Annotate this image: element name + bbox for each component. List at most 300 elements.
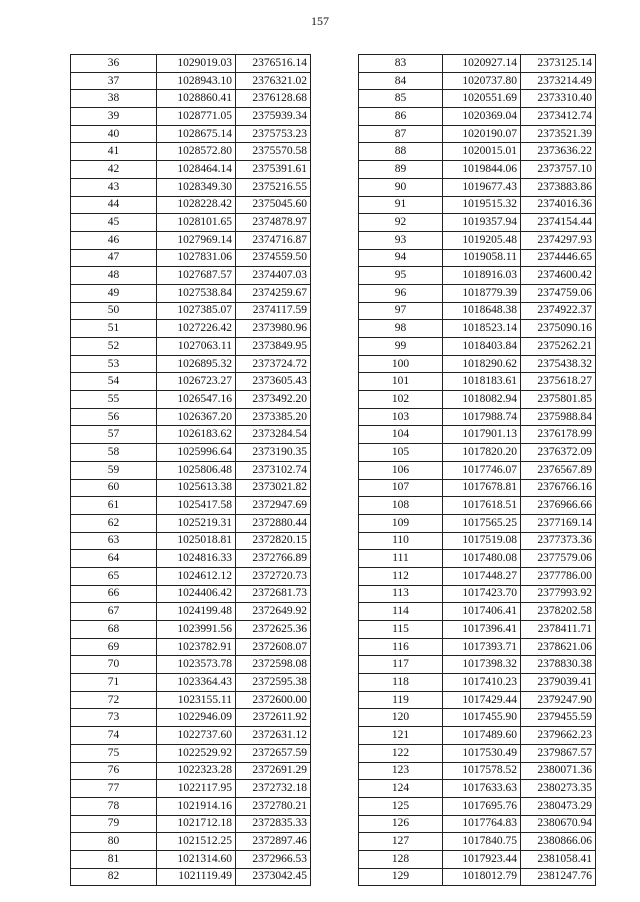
x-coordinate-cell: 1026367.20 [157,408,236,426]
table-row [71,691,311,709]
point-number-cell: 122 [359,744,443,762]
y-coordinate-cell: 2379662.23 [521,727,596,745]
y-coordinate-cell: 2373412.74 [521,108,596,126]
table-row [71,161,311,179]
x-coordinate-cell: 1021512.25 [157,833,236,851]
table-row [359,461,596,479]
y-coordinate-cell: 2372649.92 [236,603,311,621]
x-coordinate-cell: 1019058.11 [443,249,521,267]
table-row [359,373,596,391]
point-number-cell: 119 [359,691,443,709]
point-number-cell: 80 [71,833,157,851]
table-row [359,231,596,249]
table-row [359,267,596,285]
point-number-cell: 58 [71,444,157,462]
x-coordinate-cell: 1028464.14 [157,161,236,179]
y-coordinate-cell: 2375262.21 [521,338,596,356]
point-number-cell: 109 [359,514,443,532]
table-row [359,161,596,179]
point-number-cell: 38 [71,90,157,108]
table-row [359,514,596,532]
y-coordinate-cell: 2378621.06 [521,638,596,656]
y-coordinate-cell: 2373605.43 [236,373,311,391]
point-number-cell: 85 [359,90,443,108]
table-row [71,550,311,568]
x-coordinate-cell: 1027538.84 [157,284,236,302]
table-row [359,108,596,126]
table-row [359,426,596,444]
table-row [359,550,596,568]
point-number-cell: 113 [359,585,443,603]
table-row [359,214,596,232]
table-row [71,727,311,745]
y-coordinate-cell: 2373492.20 [236,391,311,409]
x-coordinate-cell: 1025219.31 [157,514,236,532]
x-coordinate-cell: 1029019.03 [157,55,236,73]
x-coordinate-cell: 1017988.74 [443,408,521,426]
point-number-cell: 50 [71,302,157,320]
y-coordinate-cell: 2376766.16 [521,479,596,497]
point-number-cell: 43 [71,178,157,196]
table-row [359,603,596,621]
point-number-cell: 129 [359,868,443,886]
x-coordinate-cell: 1025996.64 [157,444,236,462]
x-coordinate-cell: 1028101.65 [157,214,236,232]
point-number-cell: 78 [71,797,157,815]
x-coordinate-cell: 1018648.38 [443,302,521,320]
x-coordinate-cell: 1021712.18 [157,815,236,833]
y-coordinate-cell: 2372820.15 [236,532,311,550]
x-coordinate-cell: 1017429.44 [443,691,521,709]
y-coordinate-cell: 2380670.94 [521,815,596,833]
table-row [359,125,596,143]
y-coordinate-cell: 2372966.53 [236,850,311,868]
table-row [359,674,596,692]
y-coordinate-cell: 2381058.41 [521,850,596,868]
y-coordinate-cell: 2372681.73 [236,585,311,603]
y-coordinate-cell: 2372897.46 [236,833,311,851]
table-row [71,196,311,214]
point-number-cell: 41 [71,143,157,161]
table-row [359,338,596,356]
table-row [71,585,311,603]
x-coordinate-cell: 1024816.33 [157,550,236,568]
table-row [359,780,596,798]
point-number-cell: 70 [71,656,157,674]
x-coordinate-cell: 1026547.16 [157,391,236,409]
y-coordinate-cell: 2373883.86 [521,178,596,196]
x-coordinate-cell: 1017578.52 [443,762,521,780]
y-coordinate-cell: 2372720.73 [236,567,311,585]
y-coordinate-cell: 2373284.54 [236,426,311,444]
point-number-cell: 51 [71,320,157,338]
point-number-cell: 72 [71,691,157,709]
point-number-cell: 121 [359,727,443,745]
point-number-cell: 39 [71,108,157,126]
point-number-cell: 73 [71,709,157,727]
table-row [71,249,311,267]
y-coordinate-cell: 2372835.33 [236,815,311,833]
table-row [71,815,311,833]
y-coordinate-cell: 2374759.06 [521,284,596,302]
y-coordinate-cell: 2373980.96 [236,320,311,338]
point-number-cell: 90 [359,178,443,196]
table-row [359,744,596,762]
table-row [359,143,596,161]
x-coordinate-cell: 1019677.43 [443,178,521,196]
point-number-cell: 111 [359,550,443,568]
point-number-cell: 120 [359,709,443,727]
y-coordinate-cell: 2375988.84 [521,408,596,426]
y-coordinate-cell: 2372631.12 [236,727,311,745]
x-coordinate-cell: 1024612.12 [157,567,236,585]
point-number-cell: 118 [359,674,443,692]
point-number-cell: 95 [359,267,443,285]
x-coordinate-cell: 1018916.03 [443,267,521,285]
y-coordinate-cell: 2372625.36 [236,621,311,639]
y-coordinate-cell: 2375618.27 [521,373,596,391]
point-number-cell: 61 [71,497,157,515]
x-coordinate-cell: 1020551.69 [443,90,521,108]
point-number-cell: 49 [71,284,157,302]
table-row [71,214,311,232]
y-coordinate-cell: 2375216.55 [236,178,311,196]
x-coordinate-cell: 1022946.09 [157,709,236,727]
point-number-cell: 60 [71,479,157,497]
table-row [71,744,311,762]
table-row [359,691,596,709]
point-number-cell: 116 [359,638,443,656]
y-coordinate-cell: 2374407.03 [236,267,311,285]
x-coordinate-cell: 1027226.42 [157,320,236,338]
x-coordinate-cell: 1028228.42 [157,196,236,214]
y-coordinate-cell: 2374446.65 [521,249,596,267]
table-row [71,72,311,90]
y-coordinate-cell: 2376567.89 [521,461,596,479]
y-coordinate-cell: 2376516.14 [236,55,311,73]
x-coordinate-cell: 1017565.25 [443,514,521,532]
point-number-cell: 54 [71,373,157,391]
table-row [71,603,311,621]
point-number-cell: 46 [71,231,157,249]
table-row [359,656,596,674]
y-coordinate-cell: 2372600.00 [236,691,311,709]
y-coordinate-cell: 2375570.58 [236,143,311,161]
point-number-cell: 83 [359,55,443,73]
point-number-cell: 91 [359,196,443,214]
y-coordinate-cell: 2372766.89 [236,550,311,568]
point-number-cell: 40 [71,125,157,143]
point-number-cell: 105 [359,444,443,462]
point-number-cell: 44 [71,196,157,214]
point-number-cell: 108 [359,497,443,515]
x-coordinate-cell: 1028572.80 [157,143,236,161]
point-number-cell: 67 [71,603,157,621]
x-coordinate-cell: 1020369.04 [443,108,521,126]
point-number-cell: 81 [71,850,157,868]
point-number-cell: 124 [359,780,443,798]
table-row [71,284,311,302]
point-number-cell: 53 [71,355,157,373]
x-coordinate-cell: 1027969.14 [157,231,236,249]
point-number-cell: 97 [359,302,443,320]
y-coordinate-cell: 2372598.08 [236,656,311,674]
table-row [71,674,311,692]
table-row [71,426,311,444]
table-row [71,497,311,515]
table-row [71,444,311,462]
table-row [71,868,311,886]
x-coordinate-cell: 1028771.05 [157,108,236,126]
point-number-cell: 101 [359,373,443,391]
table-row [71,320,311,338]
point-number-cell: 104 [359,426,443,444]
point-number-cell: 92 [359,214,443,232]
x-coordinate-cell: 1017530.49 [443,744,521,762]
y-coordinate-cell: 2375939.34 [236,108,311,126]
x-coordinate-cell: 1018523.14 [443,320,521,338]
y-coordinate-cell: 2372780.21 [236,797,311,815]
x-coordinate-cell: 1017840.75 [443,833,521,851]
x-coordinate-cell: 1028675.14 [157,125,236,143]
y-coordinate-cell: 2375801.85 [521,391,596,409]
table-row [359,408,596,426]
table-row [359,196,596,214]
y-coordinate-cell: 2380473.29 [521,797,596,815]
table-row [71,338,311,356]
point-number-cell: 96 [359,284,443,302]
x-coordinate-cell: 1017396.41 [443,621,521,639]
point-number-cell: 75 [71,744,157,762]
y-coordinate-cell: 2374117.59 [236,302,311,320]
x-coordinate-cell: 1026183.62 [157,426,236,444]
y-coordinate-cell: 2374297.93 [521,231,596,249]
table-row [71,55,311,73]
point-number-cell: 52 [71,338,157,356]
table-row [359,391,596,409]
x-coordinate-cell: 1027063.11 [157,338,236,356]
x-coordinate-cell: 1017489.60 [443,727,521,745]
x-coordinate-cell: 1017393.71 [443,638,521,656]
point-number-cell: 64 [71,550,157,568]
point-number-cell: 100 [359,355,443,373]
y-coordinate-cell: 2378411.71 [521,621,596,639]
x-coordinate-cell: 1028943.10 [157,72,236,90]
y-coordinate-cell: 2374559.50 [236,249,311,267]
y-coordinate-cell: 2378830.38 [521,656,596,674]
x-coordinate-cell: 1022323.28 [157,762,236,780]
x-coordinate-cell: 1017455.90 [443,709,521,727]
table-row [359,709,596,727]
point-number-cell: 37 [71,72,157,90]
coordinates-table-left [70,54,311,886]
point-number-cell: 71 [71,674,157,692]
point-number-cell: 127 [359,833,443,851]
point-number-cell: 88 [359,143,443,161]
y-coordinate-cell: 2376372.09 [521,444,596,462]
point-number-cell: 117 [359,656,443,674]
y-coordinate-cell: 2380273.35 [521,780,596,798]
x-coordinate-cell: 1027385.07 [157,302,236,320]
y-coordinate-cell: 2376321.02 [236,72,311,90]
table-row [359,567,596,585]
x-coordinate-cell: 1020015.01 [443,143,521,161]
x-coordinate-cell: 1028349.30 [157,178,236,196]
y-coordinate-cell: 2374016.36 [521,196,596,214]
y-coordinate-cell: 2376966.66 [521,497,596,515]
point-number-cell: 47 [71,249,157,267]
x-coordinate-cell: 1021119.49 [157,868,236,886]
table-row [359,868,596,886]
y-coordinate-cell: 2379247.90 [521,691,596,709]
table-row [71,373,311,391]
y-coordinate-cell: 2380866.06 [521,833,596,851]
y-coordinate-cell: 2372595.38 [236,674,311,692]
y-coordinate-cell: 2377993.92 [521,585,596,603]
y-coordinate-cell: 2375753.23 [236,125,311,143]
x-coordinate-cell: 1017398.32 [443,656,521,674]
table-row [359,850,596,868]
x-coordinate-cell: 1017519.08 [443,532,521,550]
point-number-cell: 93 [359,231,443,249]
table-row [71,108,311,126]
point-number-cell: 82 [71,868,157,886]
y-coordinate-cell: 2377786.00 [521,567,596,585]
point-number-cell: 56 [71,408,157,426]
table-row [359,833,596,851]
point-number-cell: 123 [359,762,443,780]
point-number-cell: 63 [71,532,157,550]
y-coordinate-cell: 2373102.74 [236,461,311,479]
y-coordinate-cell: 2377579.06 [521,550,596,568]
table-row [71,850,311,868]
y-coordinate-cell: 2375045.60 [236,196,311,214]
table-row [71,125,311,143]
point-number-cell: 45 [71,214,157,232]
y-coordinate-cell: 2376128.68 [236,90,311,108]
table-row [359,479,596,497]
y-coordinate-cell: 2373310.40 [521,90,596,108]
x-coordinate-cell: 1024406.42 [157,585,236,603]
table-row [359,320,596,338]
point-number-cell: 74 [71,727,157,745]
y-coordinate-cell: 2372947.69 [236,497,311,515]
point-number-cell: 79 [71,815,157,833]
table-row [359,638,596,656]
table-row [71,762,311,780]
x-coordinate-cell: 1023364.43 [157,674,236,692]
y-coordinate-cell: 2372608.07 [236,638,311,656]
y-coordinate-cell: 2379039.41 [521,674,596,692]
table-row [359,72,596,90]
x-coordinate-cell: 1017633.63 [443,780,521,798]
point-number-cell: 62 [71,514,157,532]
x-coordinate-cell: 1025613.38 [157,479,236,497]
table-row [359,532,596,550]
x-coordinate-cell: 1018012.79 [443,868,521,886]
x-coordinate-cell: 1022117.95 [157,780,236,798]
point-number-cell: 65 [71,567,157,585]
point-number-cell: 103 [359,408,443,426]
table-row [359,355,596,373]
x-coordinate-cell: 1018290.62 [443,355,521,373]
x-coordinate-cell: 1022737.60 [157,727,236,745]
x-coordinate-cell: 1022529.92 [157,744,236,762]
y-coordinate-cell: 2373849.95 [236,338,311,356]
y-coordinate-cell: 2372691.29 [236,762,311,780]
table-row [71,567,311,585]
x-coordinate-cell: 1017695.76 [443,797,521,815]
x-coordinate-cell: 1025806.48 [157,461,236,479]
point-number-cell: 57 [71,426,157,444]
y-coordinate-cell: 2372880.44 [236,514,311,532]
table-row [359,727,596,745]
y-coordinate-cell: 2373724.72 [236,355,311,373]
x-coordinate-cell: 1017406.41 [443,603,521,621]
table-row [71,479,311,497]
x-coordinate-cell: 1027687.57 [157,267,236,285]
point-number-cell: 110 [359,532,443,550]
table-row [359,585,596,603]
point-number-cell: 59 [71,461,157,479]
y-coordinate-cell: 2373385.20 [236,408,311,426]
table-row [71,355,311,373]
x-coordinate-cell: 1023573.78 [157,656,236,674]
table-row [71,833,311,851]
x-coordinate-cell: 1024199.48 [157,603,236,621]
point-number-cell: 107 [359,479,443,497]
table-row [359,815,596,833]
point-number-cell: 77 [71,780,157,798]
y-coordinate-cell: 2373757.10 [521,161,596,179]
point-number-cell: 125 [359,797,443,815]
table-row [359,249,596,267]
y-coordinate-cell: 2373125.14 [521,55,596,73]
y-coordinate-cell: 2374154.44 [521,214,596,232]
point-number-cell: 42 [71,161,157,179]
x-coordinate-cell: 1019205.48 [443,231,521,249]
table-row [71,461,311,479]
x-coordinate-cell: 1019844.06 [443,161,521,179]
point-number-cell: 128 [359,850,443,868]
x-coordinate-cell: 1026723.27 [157,373,236,391]
table-row [71,532,311,550]
table-row [359,284,596,302]
table-row [71,621,311,639]
y-coordinate-cell: 2375438.32 [521,355,596,373]
point-number-cell: 48 [71,267,157,285]
y-coordinate-cell: 2377169.14 [521,514,596,532]
y-coordinate-cell: 2373214.49 [521,72,596,90]
table-row [71,143,311,161]
y-coordinate-cell: 2372732.18 [236,780,311,798]
table-row [71,638,311,656]
y-coordinate-cell: 2374878.97 [236,214,311,232]
x-coordinate-cell: 1018403.84 [443,338,521,356]
y-coordinate-cell: 2372611.92 [236,709,311,727]
y-coordinate-cell: 2379455.59 [521,709,596,727]
point-number-cell: 66 [71,585,157,603]
x-coordinate-cell: 1027831.06 [157,249,236,267]
y-coordinate-cell: 2380071.36 [521,762,596,780]
x-coordinate-cell: 1018779.39 [443,284,521,302]
table-row [71,709,311,727]
point-number-cell: 94 [359,249,443,267]
table-row [359,621,596,639]
y-coordinate-cell: 2376178.99 [521,426,596,444]
point-number-cell: 89 [359,161,443,179]
y-coordinate-cell: 2381247.76 [521,868,596,886]
